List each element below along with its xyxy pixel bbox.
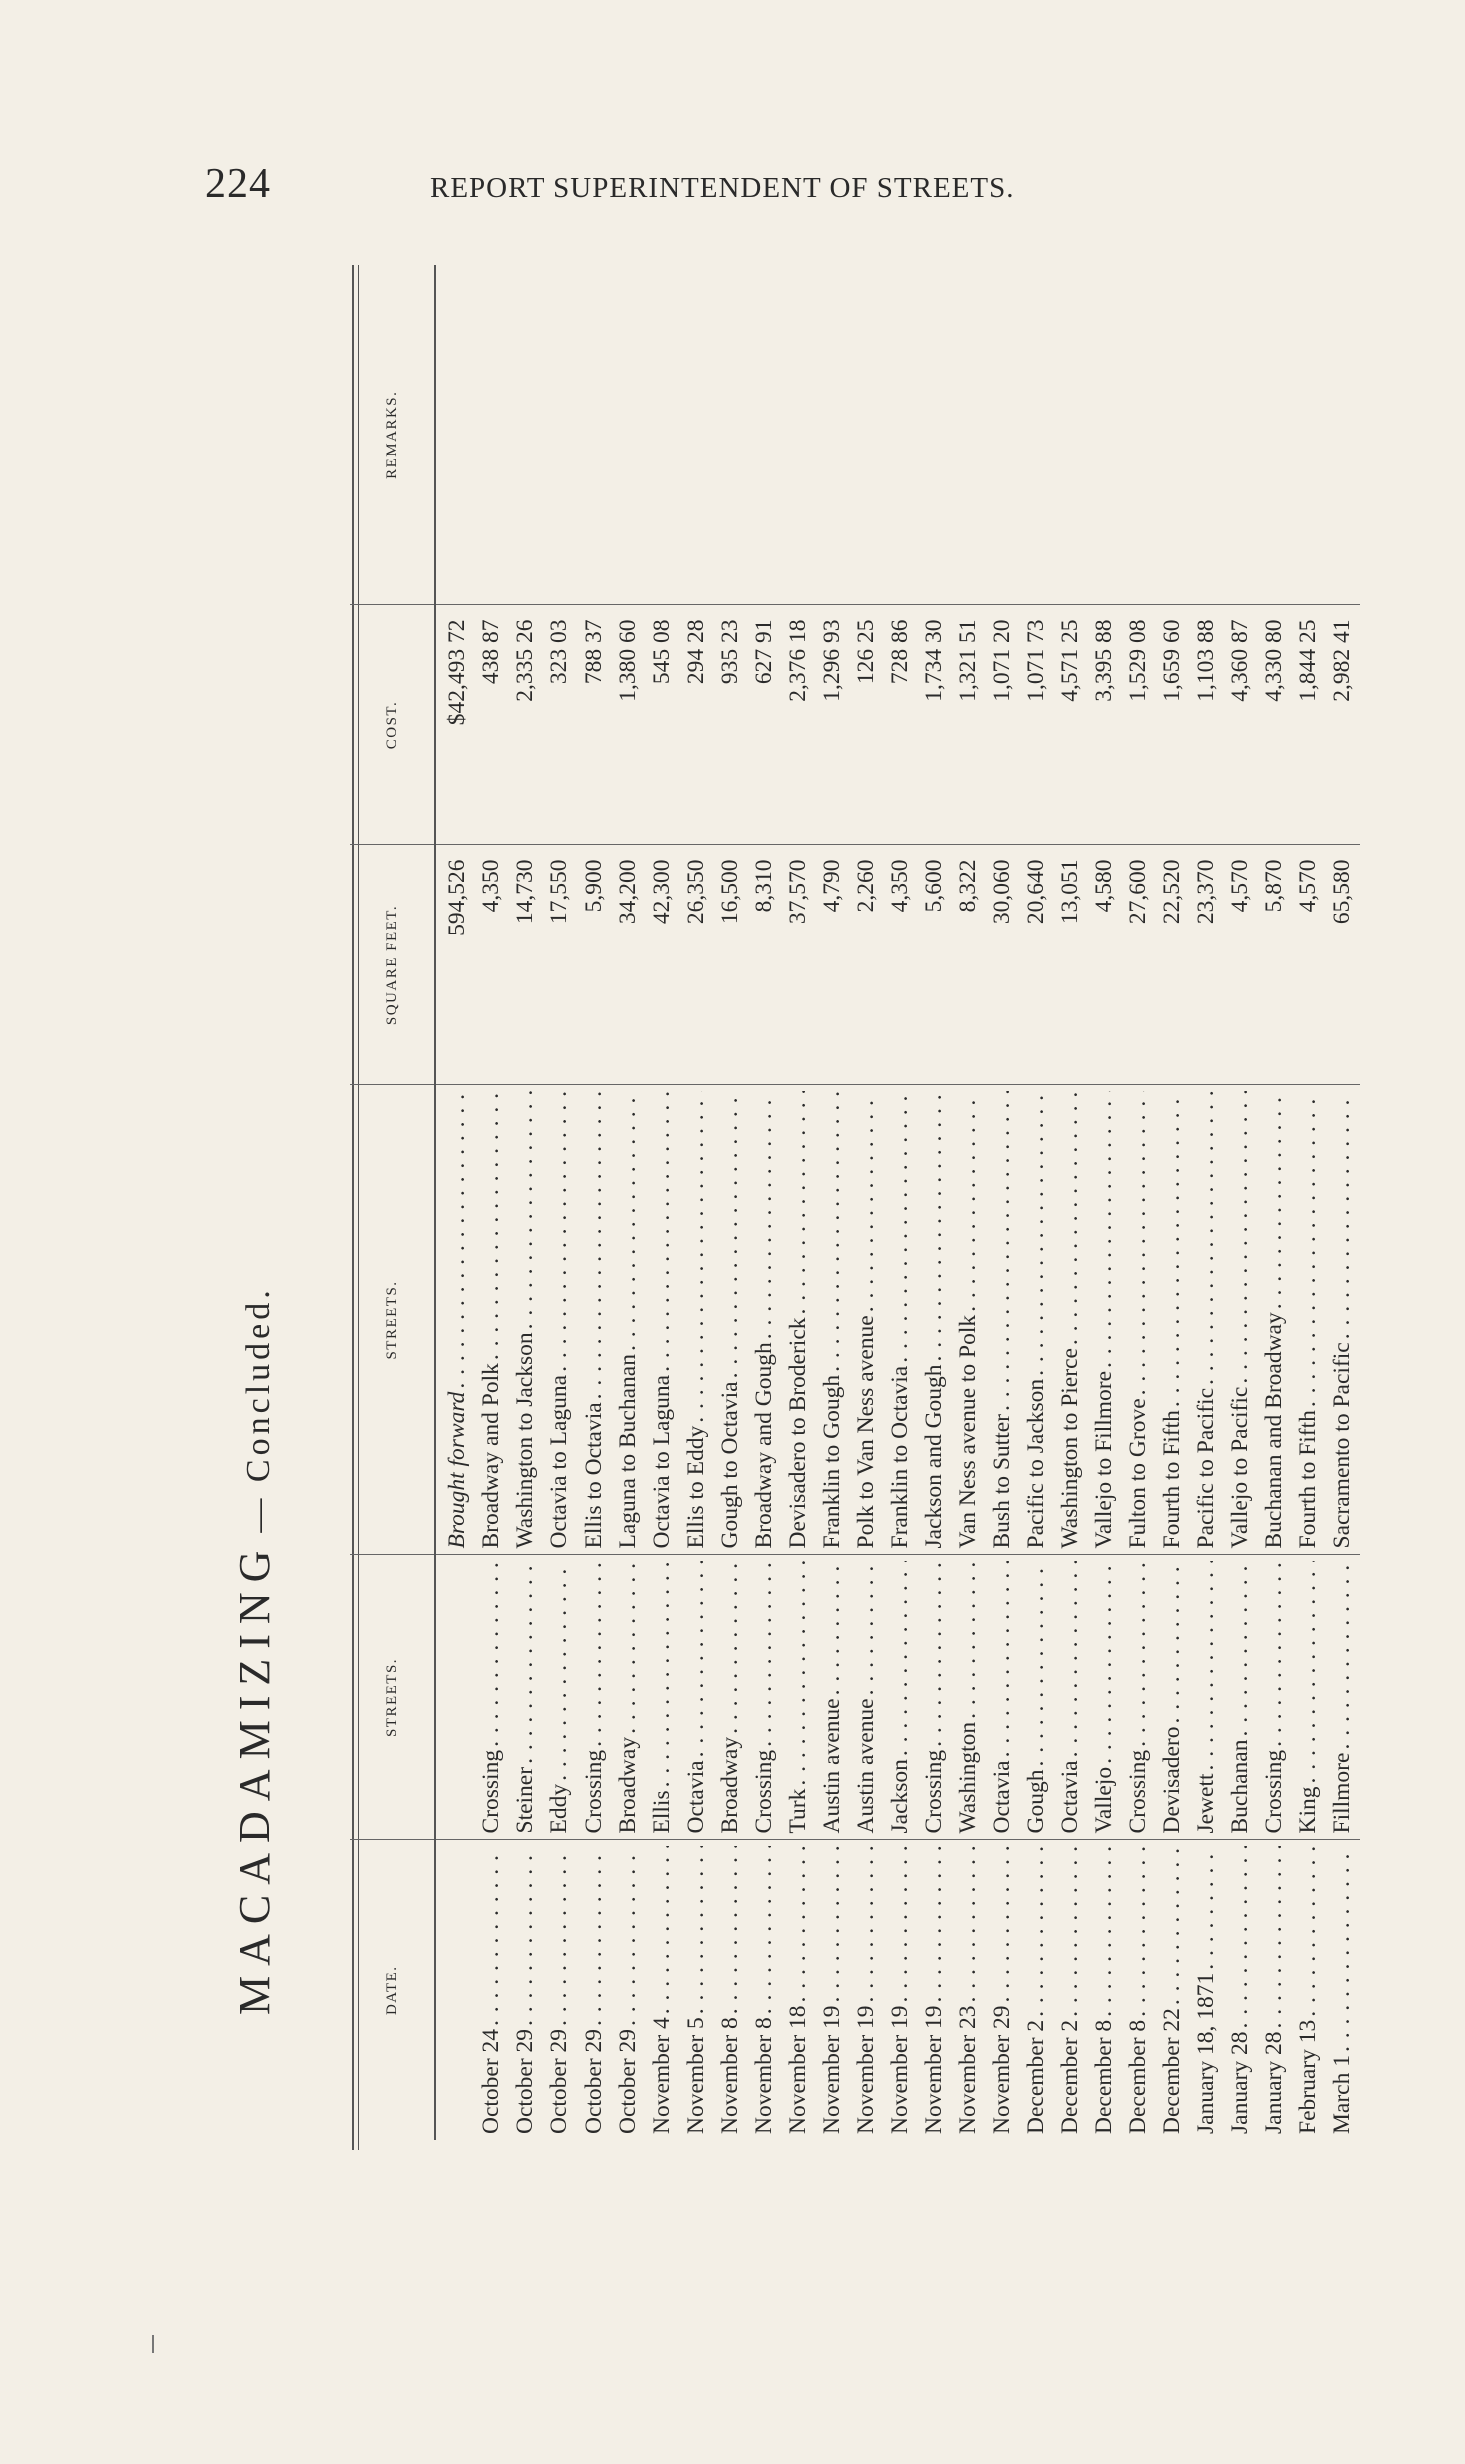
row-between-cell <box>679 1085 713 1555</box>
row-between-cell <box>883 1085 917 1555</box>
running-head: REPORT SUPERINTENDENT OF STREETS. <box>430 172 1015 204</box>
row-street-cell <box>1156 1555 1190 1840</box>
row-between: Washington to Pierce <box>1056 1348 1083 1549</box>
row-cost: 4,360 87 <box>1224 605 1258 845</box>
row-street-cell <box>1292 1555 1326 1840</box>
row-street-cell <box>543 1555 577 1840</box>
row-street: King <box>1295 1786 1322 1834</box>
row-street: Octavia <box>988 1760 1015 1834</box>
row-between-cell <box>951 1085 985 1555</box>
row-between-cell <box>611 1085 645 1555</box>
table-title-sub: — Concluded. <box>240 1286 277 1533</box>
row-between-cell <box>747 1085 781 1555</box>
row-between-cell <box>1053 1085 1087 1555</box>
row-date-cell <box>543 1840 577 2140</box>
table-row <box>1053 265 1087 2140</box>
row-cost: 1,659 60 <box>1156 605 1190 845</box>
row-street-cell <box>1258 1555 1292 1840</box>
row-remarks <box>815 265 849 605</box>
page-number: 224 <box>205 161 271 207</box>
row-street: Vallejo <box>1090 1766 1117 1834</box>
row-remarks <box>611 265 645 605</box>
row-date-cell <box>849 1840 883 2140</box>
row-square-feet: 23,370 <box>1190 845 1224 1085</box>
row-date: October 29 <box>580 2028 607 2134</box>
table-row <box>781 265 815 2140</box>
row-street: Crossing <box>1125 1749 1152 1834</box>
table-row <box>1224 265 1258 2140</box>
row-street-cell <box>747 1555 781 1840</box>
row-square-feet: 8,322 <box>951 845 985 1085</box>
table-row <box>1122 265 1156 2140</box>
row-between-cell <box>475 1085 509 1555</box>
row-date-cell <box>1019 1840 1053 2140</box>
row-street: Broadway <box>614 1736 641 1834</box>
row-between: Octavia to Laguna <box>546 1374 573 1549</box>
row-cost: 1,296 93 <box>815 605 849 845</box>
row-date-cell <box>1292 1840 1326 2140</box>
row-between-cell <box>577 1085 611 1555</box>
header-streets: STREETS. <box>350 1555 435 1840</box>
table-row <box>1292 265 1326 2140</box>
row-remarks <box>713 265 747 605</box>
row-between-cell <box>815 1085 849 1555</box>
row-date: January 28 <box>1261 2031 1288 2134</box>
row-remarks <box>1190 265 1224 605</box>
row-cost: 294 28 <box>679 605 713 845</box>
header-date: DATE. <box>350 1840 435 2140</box>
row-cost: 545 08 <box>645 605 679 845</box>
row-between-cell <box>1156 1085 1190 1555</box>
row-street-cell <box>815 1555 849 1840</box>
row-between: Devisadero to Broderick <box>784 1317 811 1549</box>
row-between: Bush to Sutter <box>988 1414 1015 1549</box>
table-row <box>1087 265 1121 2140</box>
row-date: October 29 <box>614 2028 641 2134</box>
row-square-feet: 4,580 <box>1087 845 1121 1085</box>
row-street-cell <box>475 1555 509 1840</box>
row-square-feet: 22,520 <box>1156 845 1190 1085</box>
row-between: Fourth to Fifth <box>1159 1410 1186 1549</box>
row-date-cell <box>611 1840 645 2140</box>
table-title-main: MACADAMIZING <box>230 1540 279 2015</box>
row-street: Steiner <box>512 1766 539 1834</box>
row-street-cell <box>1224 1555 1258 1840</box>
row-date: December 2 <box>1022 2019 1049 2134</box>
row-date-cell <box>1122 1840 1156 2140</box>
row-street-cell <box>645 1555 679 1840</box>
row-between-cell <box>1087 1085 1121 1555</box>
row-between: Buchanan and Broadway <box>1261 1312 1288 1549</box>
row-between: Fulton to Grove <box>1125 1398 1152 1549</box>
row-between-cell <box>781 1085 815 1555</box>
row-between-cell <box>1258 1085 1292 1555</box>
row-cost: 1,844 25 <box>1292 605 1326 845</box>
row-date: November 8 <box>750 2017 777 2134</box>
row-remarks <box>1326 265 1360 605</box>
row-date-cell <box>577 1840 611 2140</box>
row-square-feet: 14,730 <box>509 845 543 1085</box>
row-street-cell <box>985 1555 1019 1840</box>
row-remarks <box>1224 265 1258 605</box>
row-cost: 728 86 <box>883 605 917 845</box>
row-cost: 3,395 88 <box>1087 605 1121 845</box>
row-square-feet: 13,051 <box>1053 845 1087 1085</box>
row-date-cell <box>781 1840 815 2140</box>
row-street: Crossing <box>478 1749 505 1834</box>
row-remarks <box>1122 265 1156 605</box>
row-cost: 126 25 <box>849 605 883 845</box>
row-date-cell <box>713 1840 747 2140</box>
row-square-feet: 5,870 <box>1258 845 1292 1085</box>
row-between-cell <box>1292 1085 1326 1555</box>
row-remarks <box>1053 265 1087 605</box>
row-cost: 1,321 51 <box>951 605 985 845</box>
row-date-cell <box>679 1840 713 2140</box>
row-street: Jewett <box>1193 1773 1220 1834</box>
table-row <box>951 265 985 2140</box>
table-row <box>645 265 679 2140</box>
row-between-cell <box>509 1085 543 1555</box>
row-square-feet: 5,900 <box>577 845 611 1085</box>
brought-forward-sqft: 594,526 <box>435 845 475 1085</box>
row-date: October 29 <box>512 2028 539 2134</box>
row-between-cell <box>849 1085 883 1555</box>
row-between-cell <box>985 1085 1019 1555</box>
row-street: Turk <box>784 1788 811 1834</box>
row-date-cell <box>917 1840 951 2140</box>
row-date-cell <box>1224 1840 1258 2140</box>
row-between: Vallejo to Fillmore <box>1090 1370 1117 1549</box>
row-between-cell <box>1019 1085 1053 1555</box>
row-between-cell <box>543 1085 577 1555</box>
row-date: November 19 <box>852 2005 879 2134</box>
row-date-cell <box>1258 1840 1292 2140</box>
row-date-cell <box>883 1840 917 2140</box>
row-date: November 4 <box>648 2017 675 2134</box>
row-remarks <box>883 265 917 605</box>
row-between-cell <box>645 1085 679 1555</box>
table-row <box>713 265 747 2140</box>
row-street-cell <box>781 1555 815 1840</box>
table-row <box>1156 265 1190 2140</box>
row-square-feet: 37,570 <box>781 845 815 1085</box>
row-cost: 1,071 73 <box>1019 605 1053 845</box>
row-street-cell <box>577 1555 611 1840</box>
table-row <box>679 265 713 2140</box>
table-row <box>985 265 1019 2140</box>
row-date-cell <box>1326 1840 1360 2140</box>
row-street: Austin avenue <box>818 1698 845 1834</box>
row-date-cell <box>1053 1840 1087 2140</box>
row-date: December 2 <box>1056 2019 1083 2134</box>
row-remarks <box>475 265 509 605</box>
table-cell <box>435 1085 475 1555</box>
row-square-feet: 20,640 <box>1019 845 1053 1085</box>
header-remarks: REMARKS. <box>350 265 435 605</box>
row-street: Gough <box>1022 1769 1049 1834</box>
row-street-cell <box>679 1555 713 1840</box>
row-street-cell <box>849 1555 883 1840</box>
macadamizing-table <box>350 265 1360 2140</box>
row-street: Fillmore <box>1329 1752 1356 1834</box>
row-date: December 22 <box>1159 2008 1186 2134</box>
row-date-cell <box>1190 1840 1224 2140</box>
row-street: Crossing <box>1261 1749 1288 1834</box>
row-cost: 1,529 08 <box>1122 605 1156 845</box>
row-date-cell <box>1087 1840 1121 2140</box>
row-street-cell <box>509 1555 543 1840</box>
table-row <box>475 265 509 2140</box>
row-date: November 19 <box>886 2005 913 2134</box>
table-cell <box>435 1555 475 1840</box>
row-between-cell <box>1190 1085 1224 1555</box>
table-cell <box>435 1840 475 2140</box>
row-street-cell <box>1087 1555 1121 1840</box>
table-row <box>543 265 577 2140</box>
row-between-cell <box>713 1085 747 1555</box>
row-street: Austin avenue <box>852 1698 879 1834</box>
row-date: December 8 <box>1125 2019 1152 2134</box>
row-street: Octavia <box>1056 1760 1083 1834</box>
row-street-cell <box>1326 1555 1360 1840</box>
row-date: November 19 <box>920 2005 947 2134</box>
row-street: Jackson <box>886 1759 913 1834</box>
row-square-feet: 4,350 <box>883 845 917 1085</box>
row-cost: 2,376 18 <box>781 605 815 845</box>
row-cost: 788 37 <box>577 605 611 845</box>
row-between: Sacramento to Pacific <box>1329 1342 1356 1549</box>
row-date-cell <box>747 1840 781 2140</box>
row-street: Washington <box>954 1721 981 1834</box>
row-street-cell <box>713 1555 747 1840</box>
brought-forward-row <box>435 265 475 2140</box>
row-date: November 8 <box>716 2017 743 2134</box>
row-square-feet: 4,570 <box>1224 845 1258 1085</box>
row-square-feet: 8,310 <box>747 845 781 1085</box>
row-cost: 4,330 80 <box>1258 605 1292 845</box>
row-date: March 1 <box>1329 2055 1356 2134</box>
row-cost: 1,103 88 <box>1190 605 1224 845</box>
row-square-feet: 42,300 <box>645 845 679 1085</box>
row-between: Pacific to Pacific <box>1193 1387 1220 1549</box>
row-street-cell <box>951 1555 985 1840</box>
row-street: Eddy <box>546 1783 573 1834</box>
table-body <box>435 265 1360 2140</box>
row-remarks <box>781 265 815 605</box>
row-street: Broadway <box>716 1736 743 1834</box>
row-cost: 1,071 20 <box>985 605 1019 845</box>
row-street-cell <box>611 1555 645 1840</box>
row-date: January 28 <box>1227 2031 1254 2134</box>
row-cost: 2,982 41 <box>1326 605 1360 845</box>
row-cost: 4,571 25 <box>1053 605 1087 845</box>
brought-forward-cost: $42,493 72 <box>435 605 475 845</box>
row-date: December 8 <box>1090 2019 1117 2134</box>
row-between: Pacific to Jackson <box>1022 1378 1049 1549</box>
row-date: November 23 <box>954 2005 981 2134</box>
row-between: Ellis to Octavia <box>580 1402 607 1549</box>
row-date-cell <box>1156 1840 1190 2140</box>
row-remarks <box>917 265 951 605</box>
row-remarks <box>951 265 985 605</box>
row-cost: 1,380 60 <box>611 605 645 845</box>
row-between: Washington to Jackson <box>512 1332 539 1549</box>
row-between: Gough to Octavia <box>716 1381 743 1549</box>
brought-forward-label: Brought forward <box>443 1391 470 1549</box>
row-date-cell <box>475 1840 509 2140</box>
row-remarks <box>849 265 883 605</box>
row-cost: 2,335 26 <box>509 605 543 845</box>
table-row <box>883 265 917 2140</box>
table-row <box>611 265 645 2140</box>
row-between-cell <box>1326 1085 1360 1555</box>
row-remarks <box>577 265 611 605</box>
row-cost: 323 03 <box>543 605 577 845</box>
row-street-cell <box>1190 1555 1224 1840</box>
row-date: November 29 <box>988 2005 1015 2134</box>
table-row <box>917 265 951 2140</box>
row-street: Buchanan <box>1227 1739 1254 1834</box>
row-square-feet: 65,580 <box>1326 845 1360 1085</box>
row-between-cell <box>1224 1085 1258 1555</box>
row-cost: 935 23 <box>713 605 747 845</box>
row-square-feet: 5,600 <box>917 845 951 1085</box>
row-remarks <box>543 265 577 605</box>
table-row <box>509 265 543 2140</box>
row-remarks <box>509 265 543 605</box>
row-date: January 18, 1871 <box>1193 1972 1220 2134</box>
row-between: Jackson and Gough <box>920 1364 947 1549</box>
table-row <box>747 265 781 2140</box>
row-square-feet: 17,550 <box>543 845 577 1085</box>
row-square-feet: 4,790 <box>815 845 849 1085</box>
row-date-cell <box>509 1840 543 2140</box>
margin-mark <box>152 2335 154 2353</box>
row-date: November 19 <box>818 2005 845 2134</box>
row-street-cell <box>883 1555 917 1840</box>
row-street-cell <box>917 1555 951 1840</box>
row-remarks <box>747 265 781 605</box>
row-between: Franklin to Octavia <box>886 1365 913 1549</box>
header-streets-between: STREETS. <box>350 1085 435 1555</box>
header-cost: COST. <box>350 605 435 845</box>
table-cell <box>435 265 475 605</box>
row-square-feet: 26,350 <box>679 845 713 1085</box>
row-street: Crossing <box>580 1749 607 1834</box>
row-remarks <box>985 265 1019 605</box>
row-square-feet: 4,350 <box>475 845 509 1085</box>
table-row <box>815 265 849 2140</box>
row-square-feet: 27,600 <box>1122 845 1156 1085</box>
row-remarks <box>1087 265 1121 605</box>
row-remarks <box>645 265 679 605</box>
row-cost: 1,734 30 <box>917 605 951 845</box>
row-square-feet: 34,200 <box>611 845 645 1085</box>
row-remarks <box>1292 265 1326 605</box>
row-date-cell <box>985 1840 1019 2140</box>
row-cost: 627 91 <box>747 605 781 845</box>
row-street: Devisadero <box>1159 1726 1186 1834</box>
row-between: Ellis to Eddy <box>682 1425 709 1549</box>
table-row <box>1326 265 1360 2140</box>
row-remarks <box>1019 265 1053 605</box>
row-street-cell <box>1053 1555 1087 1840</box>
row-square-feet: 16,500 <box>713 845 747 1085</box>
table-row <box>1019 265 1053 2140</box>
row-date-cell <box>645 1840 679 2140</box>
table-row <box>1258 265 1292 2140</box>
row-between: Broadway and Polk <box>478 1363 505 1549</box>
row-between-cell <box>917 1085 951 1555</box>
row-between-cell <box>1122 1085 1156 1555</box>
table-row <box>577 265 611 2140</box>
row-street-cell <box>1019 1555 1053 1840</box>
row-between: Vallejo to Pacific <box>1227 1386 1254 1549</box>
header-square-feet: SQUARE FEET. <box>350 845 435 1085</box>
row-between: Van Ness avenue to Polk <box>954 1314 981 1549</box>
row-between: Octavia to Laguna <box>648 1374 675 1549</box>
row-date-cell <box>951 1840 985 2140</box>
row-date: February 13 <box>1295 2019 1322 2134</box>
row-remarks <box>679 265 713 605</box>
row-square-feet: 2,260 <box>849 845 883 1085</box>
row-street: Octavia <box>682 1760 709 1834</box>
row-street: Ellis <box>648 1790 675 1834</box>
row-cost: 438 87 <box>475 605 509 845</box>
row-date: October 24 <box>478 2028 505 2134</box>
row-between: Laguna to Buchanan <box>614 1354 641 1549</box>
row-remarks <box>1258 265 1292 605</box>
row-between: Fourth to Fifth <box>1295 1410 1322 1549</box>
row-date: October 29 <box>546 2028 573 2134</box>
table-title <box>225 615 285 2015</box>
row-square-feet: 30,060 <box>985 845 1019 1085</box>
row-square-feet: 4,570 <box>1292 845 1326 1085</box>
row-date-cell <box>815 1840 849 2140</box>
table-row <box>1190 265 1224 2140</box>
row-street: Crossing <box>750 1749 777 1834</box>
row-between: Polk to Van Ness avenue <box>852 1315 879 1549</box>
row-street: Crossing <box>920 1749 947 1834</box>
row-remarks <box>1156 265 1190 605</box>
row-between: Broadway and Gough <box>750 1342 777 1549</box>
row-between: Franklin to Gough <box>818 1374 845 1549</box>
row-date: November 18 <box>784 2005 811 2134</box>
table-row <box>849 265 883 2140</box>
row-date: November 5 <box>682 2017 709 2134</box>
row-street-cell <box>1122 1555 1156 1840</box>
